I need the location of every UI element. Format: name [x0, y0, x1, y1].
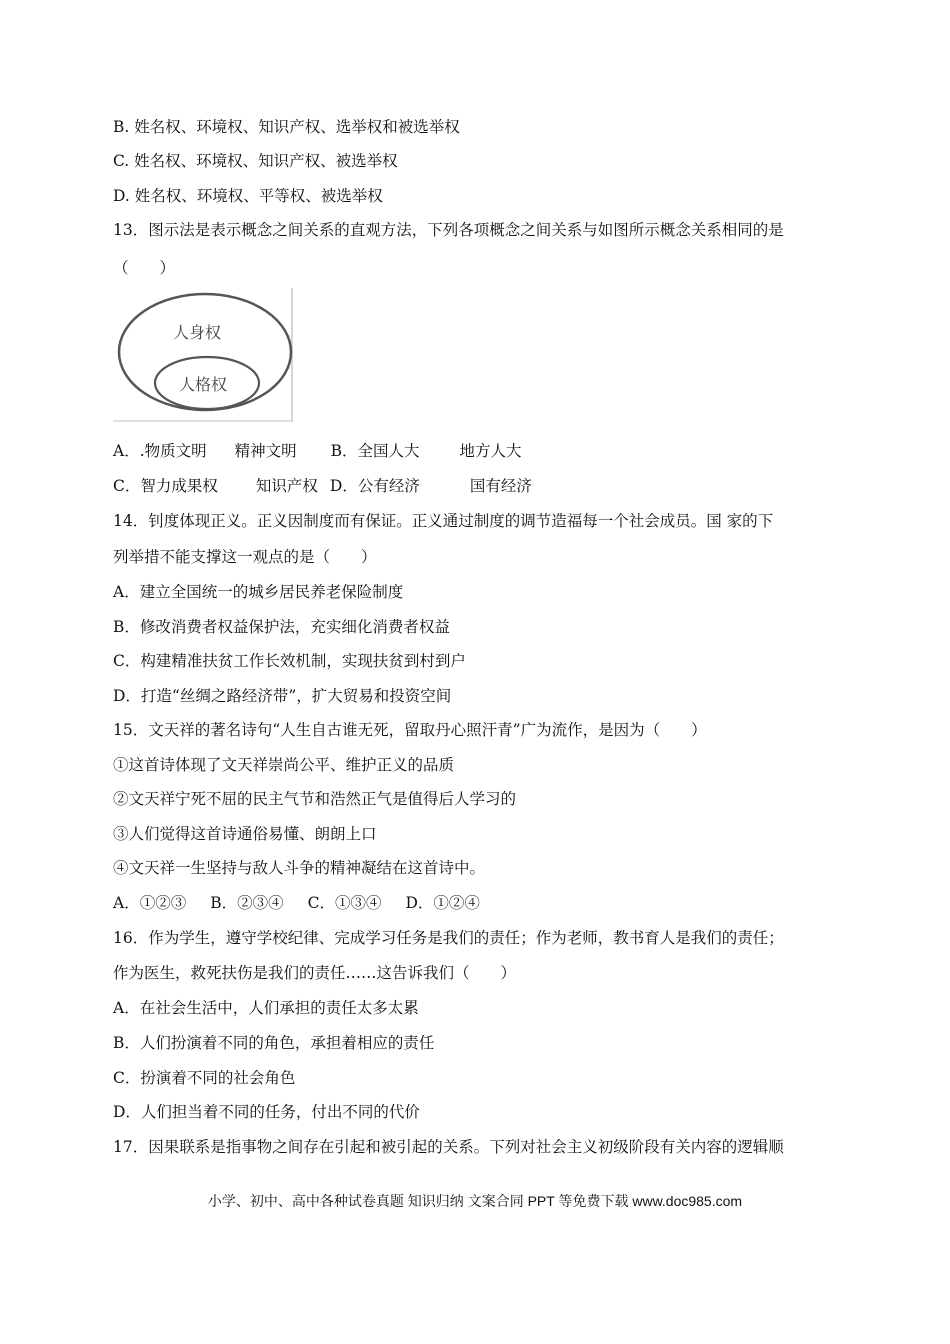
q14-option-c: C．构建精准扶贫工作长效机制，实现扶贫到村到户: [113, 652, 466, 670]
q16-option-d: D．人们担当着不同的任务，付出不同的代价: [113, 1103, 420, 1121]
q16-option-b: B．人们扮演着不同的角色，承担着相应的责任: [113, 1034, 435, 1052]
q13-option-d-label: D．公有经济: [329, 477, 420, 495]
q17-stem-line1: 17．因果联系是指事物之间存在引起和被引起的关系。下列对社会主义初级阶段有关内容的逻辑顺: [113, 1138, 784, 1156]
inner-ellipse-label: 人格权: [178, 375, 228, 394]
q14-option-b: B．修改消费者权益保护法，充实细化消费者权益: [113, 618, 450, 636]
q13-option-a-label: A．.物质文明: [113, 442, 207, 460]
q13-option-b-second: 地方人大: [459, 442, 522, 460]
q13-option-b-label: B．全国人大: [330, 442, 420, 460]
q13-option-c-label: C．智力成果权: [113, 477, 218, 495]
q15-option-a: A．①②③: [113, 894, 187, 912]
q12-option-d: D. 姓名权、环境权、平等权、被选举权: [113, 187, 383, 205]
q16-stem-line1: 16．作为学生，遵守学校纪律、完成学习任务是我们的责任；作为老师，教书育人是我们的责任；: [113, 929, 784, 947]
q16-option-c: C．扮演着不同的社会角色: [113, 1069, 296, 1087]
q15-statement-3: ③人们觉得这首诗通俗易懂、朗朗上口: [113, 825, 377, 843]
q15-option-d: D．①②④: [405, 894, 480, 912]
q15-option-b: B．②③④: [210, 894, 284, 912]
q12-option-c: C. 姓名权、环境权、知识产权、被选举权: [113, 152, 398, 170]
page-footer: 小学、初中、高中各种试卷真题 知识归纳 文案合同 PPT 等免费下载 www.doc985.com: [207, 1193, 743, 1209]
q15-option-c: C．①③④: [307, 894, 382, 912]
q15-statement-4: ④文天祥一生坚持与敌人斗争的精神凝结在这首诗中。: [113, 859, 486, 877]
q12-option-b: B. 姓名权、环境权、知识产权、选举权和被选举权: [113, 118, 460, 136]
q14-option-d: D．打造“丝绸之路经济带”，扩大贸易和投资空间: [113, 687, 452, 705]
q15-stem: 15．文天祥的著名诗句“人生自古谁无死，留取丹心照汗青”广为流作，是因为（ ）: [113, 721, 707, 739]
q13-option-a-second: 精神文明: [234, 442, 297, 460]
q13-options-row1: [113, 441, 522, 461]
q13-options-row2: [113, 476, 532, 496]
q16-stem-line2: 作为医生，救死扶伤是我们的责任……这告诉我们（ ）: [113, 964, 517, 982]
q13-stem: 13．图示法是表示概念之间关系的直观方法，下列各项概念之间关系与如图所示概念关系相同的是: [113, 221, 784, 239]
q13-concept-diagram: [113, 288, 293, 422]
q13-option-d-second: 国有经济: [469, 477, 532, 495]
outer-ellipse-label: 人身权: [172, 323, 222, 342]
q15-statement-2: ②文天祥宁死不屈的民主气节和浩然正气是值得后人学习的: [113, 790, 517, 808]
q14-stem-line1: 14．钊度体现正义。正义因制度而有保证。正义通过制度的调节造福每一个社会成员。国 家的下: [113, 512, 774, 530]
q13-blank: （ ）: [113, 259, 176, 277]
q14-stem-line2: 列举措不能支撑这一观点的是（ ）: [113, 548, 377, 566]
q16-option-a: A．在社会生活中，人们承担的责任太多太累: [113, 999, 419, 1017]
q14-option-a: A．建立全国统一的城乡居民养老保险制度: [113, 583, 404, 601]
q15-statement-1: ①这首诗体现了文天祥崇尚公平、维护正义的品质: [113, 756, 455, 774]
concept-diagram-svg: [113, 288, 293, 422]
q15-options-row: [113, 893, 480, 913]
q13-option-c-second: 知识产权: [255, 477, 318, 495]
